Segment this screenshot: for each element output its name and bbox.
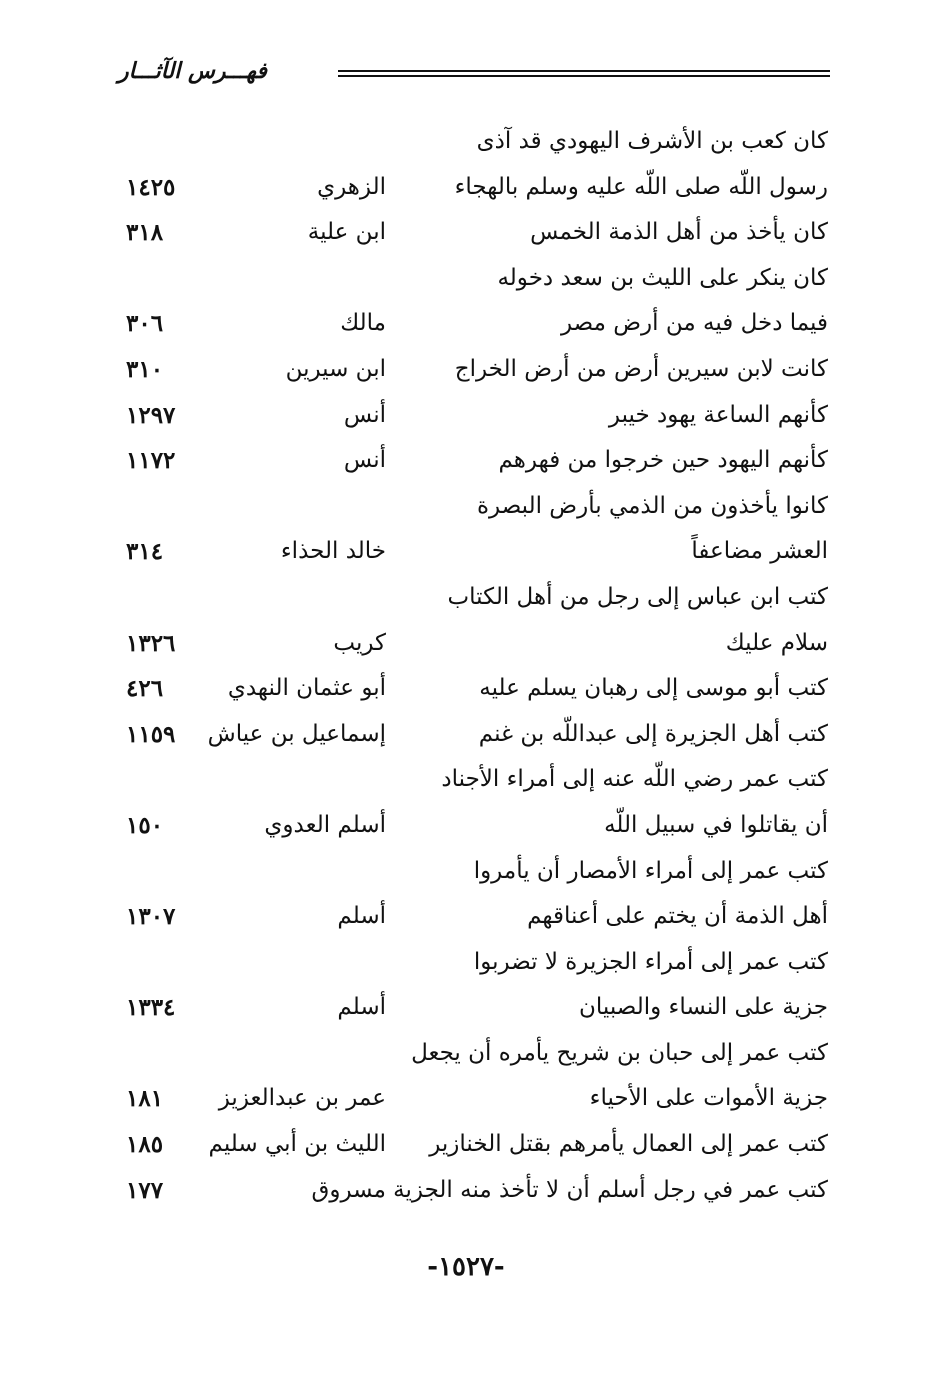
entry-number: ٤٢٦	[126, 675, 164, 703]
entry-text: كتب أهل الجزيرة إلى عبداللّه بن غنم	[478, 720, 828, 747]
index-entry-row	[0, 852, 932, 898]
index-entry-row	[0, 259, 932, 305]
index-entry-row	[0, 943, 932, 989]
entry-number: ١٧٧	[126, 1176, 164, 1204]
entry-text: سلام عليك	[725, 629, 828, 656]
entry-narrator: الزهري	[317, 173, 386, 200]
index-entry-row	[0, 213, 932, 259]
entry-narrator: مسروق	[311, 1176, 386, 1203]
index-entry-row	[0, 168, 932, 214]
entry-text: كتب عمر إلى أمراء الجزيرة لا تضربوا	[473, 948, 828, 975]
index-entry-row	[0, 760, 932, 806]
index-entry-row	[0, 669, 932, 715]
entry-number: ١٢٩٧	[126, 401, 176, 429]
entry-narrator: عمر بن عبدالعزيز	[218, 1085, 386, 1112]
entry-narrator: ابن سيرين	[285, 355, 386, 382]
entry-narrator: أنس	[343, 401, 386, 428]
entry-number: ١٥٠	[126, 811, 164, 839]
entry-text: كتب ابن عباس إلى رجل من أهل الكتاب	[447, 583, 828, 610]
entry-narrator: الليث بن أبي سليم	[208, 1131, 386, 1158]
entry-text: كان ينكر على الليث بن سعد دخوله	[497, 264, 828, 291]
entry-narrator: أسلم	[337, 994, 386, 1021]
entry-text: كان كعب بن الأشرف اليهودي قد آذى	[476, 128, 828, 154]
entry-text: كانت لابن سيرين أرض من أرض الخراج	[454, 355, 828, 382]
entry-text: أن يقاتلوا في سبيل اللّه	[604, 811, 828, 838]
index-entry-row	[0, 715, 932, 761]
index-entry-row	[0, 1171, 932, 1217]
index-entry-row	[0, 304, 932, 350]
index-entry-row	[0, 806, 932, 852]
index-entry-row	[0, 624, 932, 670]
entry-number: ١٣٣٤	[126, 994, 176, 1022]
entry-text: كتب عمر إلى حبان بن شريح يأمره أن يجعل	[411, 1039, 828, 1066]
entry-narrator: كريب	[333, 629, 386, 656]
entry-text: كتب أبو موسى إلى رهبان يسلم عليه	[479, 675, 828, 702]
entry-text: كأنهم الساعة يهود خيبر	[608, 401, 828, 428]
entry-number: ٣١٨	[126, 219, 164, 247]
index-entry-row	[0, 441, 932, 487]
index-entry-row	[0, 350, 932, 396]
entry-number: ١٨٥	[126, 1131, 164, 1159]
entry-number: ٣٠٦	[126, 310, 164, 338]
index-entry-row	[0, 487, 932, 533]
entry-narrator: أبو عثمان النهدي	[227, 675, 386, 702]
entry-number: ٣١٤	[126, 538, 164, 566]
index-entry-row	[0, 578, 932, 624]
index-entry-row	[0, 396, 932, 442]
entry-number: ٣١٠	[126, 355, 164, 383]
index-entry-row	[0, 1125, 932, 1171]
index-entry-row	[0, 1034, 932, 1080]
entry-narrator: مالك	[340, 310, 386, 337]
entry-narrator: إسماعيل بن عياش	[207, 720, 386, 747]
entry-number: ١٣٠٧	[126, 903, 176, 931]
entry-number: ١١٥٩	[126, 720, 176, 748]
entry-narrator: خالد الحذاء	[280, 538, 386, 565]
entry-text: أهل الذمة أن يختم على أعناقهم	[527, 903, 828, 930]
entry-narrator: أنس	[343, 447, 386, 474]
entry-number: ١١٧٢	[126, 447, 176, 475]
entry-text: رسول اللّه صلى اللّه عليه وسلم بالهجاء	[454, 173, 828, 200]
entry-text: كانوا يأخذون من الذمي بأرض البصرة	[476, 492, 828, 519]
entry-text: فيما دخل فيه من أرض مصر	[560, 310, 828, 337]
entry-text: كتب عمر في رجل أسلم أن لا تأخذ منه الجزية	[393, 1176, 828, 1203]
entry-text: كتب عمر إلى العمال يأمرهم بقتل الخنازير	[429, 1131, 828, 1158]
page-number: -١٥٢٧-	[427, 1252, 505, 1282]
index-entry-row	[0, 1079, 932, 1125]
entry-number: ١٨١	[126, 1085, 164, 1113]
header-rule-top	[338, 70, 830, 72]
index-entry-row	[0, 122, 932, 168]
entry-text: كتب عمر إلى أمراء الأمصار أن يأمروا	[473, 857, 828, 884]
entry-narrator: ابن علية	[307, 219, 386, 246]
entry-narrator: أسلم العدوي	[264, 811, 386, 838]
entry-text: جزية الأموات على الأحياء	[589, 1085, 828, 1112]
entry-text: العشر مضاعفاً	[691, 538, 828, 565]
page-header	[0, 50, 932, 94]
header-rule-bottom	[338, 75, 830, 77]
entry-text: جزية على النساء والصبيان	[579, 994, 828, 1021]
entry-number: ١٣٢٦	[126, 629, 176, 657]
index-entry-row	[0, 532, 932, 578]
entry-text: كان يأخذ من أهل الذمة الخمس	[530, 219, 828, 246]
entry-number: ١٤٢٥	[126, 173, 176, 201]
entry-narrator: أسلم	[337, 903, 386, 930]
entry-text: كتب عمر رضي اللّه عنه إلى أمراء الأجناد	[441, 766, 828, 793]
index-entry-row	[0, 988, 932, 1034]
index-entries	[0, 122, 932, 1216]
index-entry-row	[0, 897, 932, 943]
running-head-title: فهـــرس الآثـــار	[118, 58, 267, 84]
entry-text: كأنهم اليهود حين خرجوا من فهرهم	[498, 447, 828, 474]
